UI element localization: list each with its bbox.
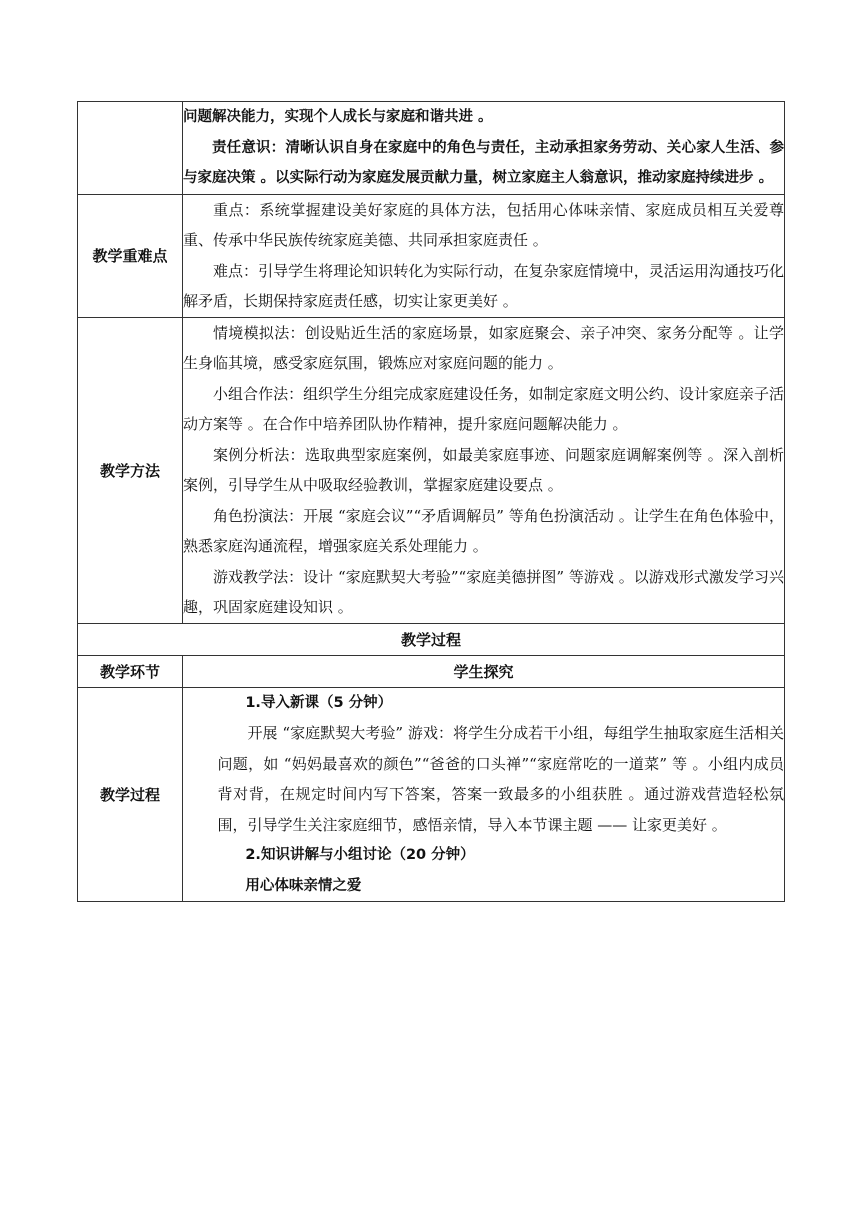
step-1-body: 开展 “家庭默契大考验” 游戏：将学生分成若干小组，每组学生抽取家庭生活相关问题，如 “妈妈最喜欢的颜色”“爸爸的口头禅”“家庭常吃的一道菜” 等 。小组内成员背对背，在规定时间内写下答案，答案一致最多的小组获胜 。通过游戏营造轻松氛围，引导学生关注家庭细节，感悟亲情，导入本节课主题 —— 让家更美好 。: [217, 724, 784, 834]
process-label: 教学过程: [78, 687, 183, 902]
key-point-focus: 重点：系统掌握建设美好家庭的具体方法，包括用心体味亲情、家庭成员相互关爱尊重、传承中华民族传统家庭美德、共同承担家庭责任 。: [183, 200, 784, 249]
objectives-row: [78, 102, 785, 195]
column-header-stage: 教学环节: [78, 655, 183, 687]
method-item: 角色扮演法：开展 “家庭会议”“矛盾调解员” 等角色扮演活动 。让学生在角色体验中，熟悉家庭沟通流程，增强家庭关系处理能力 。: [183, 506, 784, 555]
key-points-content-cell: [183, 194, 785, 317]
column-header-row: [78, 655, 785, 687]
process-header-row: [78, 623, 785, 655]
column-header-inquiry: 学生探究: [183, 655, 785, 687]
key-points-row: [78, 194, 785, 317]
key-point-difficulty: 难点：引导学生将理论知识转化为实际行动，在复杂家庭情境中，灵活运用沟通技巧化解矛盾，长期保持家庭责任感，切实让家更美好 。: [183, 261, 784, 310]
methods-label: 教学方法: [78, 317, 183, 623]
objectives-label-cell: [78, 102, 183, 195]
method-item: 游戏教学法：设计 “家庭默契大考验”“家庭美德拼图” 等游戏 。以游戏形式激发学习兴趣，巩固家庭建设知识 。: [183, 567, 784, 616]
step-1-title: 1.导入新课（5 分钟）: [245, 694, 393, 711]
method-item: 情境模拟法：创设贴近生活的家庭场景，如家庭聚会、亲子冲突、家务分配等 。让学生身临其境，感受家庭氛围，锻炼应对家庭问题的能力 。: [183, 323, 784, 372]
methods-content-cell: [183, 317, 785, 623]
process-content-cell: [183, 687, 785, 902]
step-2-subtitle: 用心体味亲情之爱: [245, 877, 362, 894]
process-section-header: 教学过程: [78, 623, 785, 655]
method-item: 案例分析法：选取典型家庭案例，如最美家庭事迹、问题家庭调解案例等 。深入剖析案例，引导学生从中吸取经验教训，掌握家庭建设要点 。: [183, 445, 784, 494]
lesson-plan-table: [77, 101, 785, 902]
objectives-content-cell: [183, 102, 785, 195]
process-row: [78, 687, 785, 902]
step-2-title: 2.知识讲解与小组讨论（20 分钟）: [245, 847, 475, 863]
objectives-line-1: 问题解决能力，实现个人成长与家庭和谐共进 。: [183, 109, 493, 125]
method-item: 小组合作法：组织学生分组完成家庭建设任务，如制定家庭文明公约、设计家庭亲子活动方案等 。在合作中培养团队协作精神，提升家庭问题解决能力 。: [183, 384, 784, 433]
key-points-label: 教学重难点: [78, 194, 183, 317]
methods-row: [78, 317, 785, 623]
responsibility-objective: 责任意识：清晰认识自身在家庭中的角色与责任，主动承担家务劳动、关心家人生活、参与家庭决策 。以实际行动为家庭发展贡献力量，树立家庭主人翁意识，推动家庭持续进步 。: [183, 139, 784, 186]
